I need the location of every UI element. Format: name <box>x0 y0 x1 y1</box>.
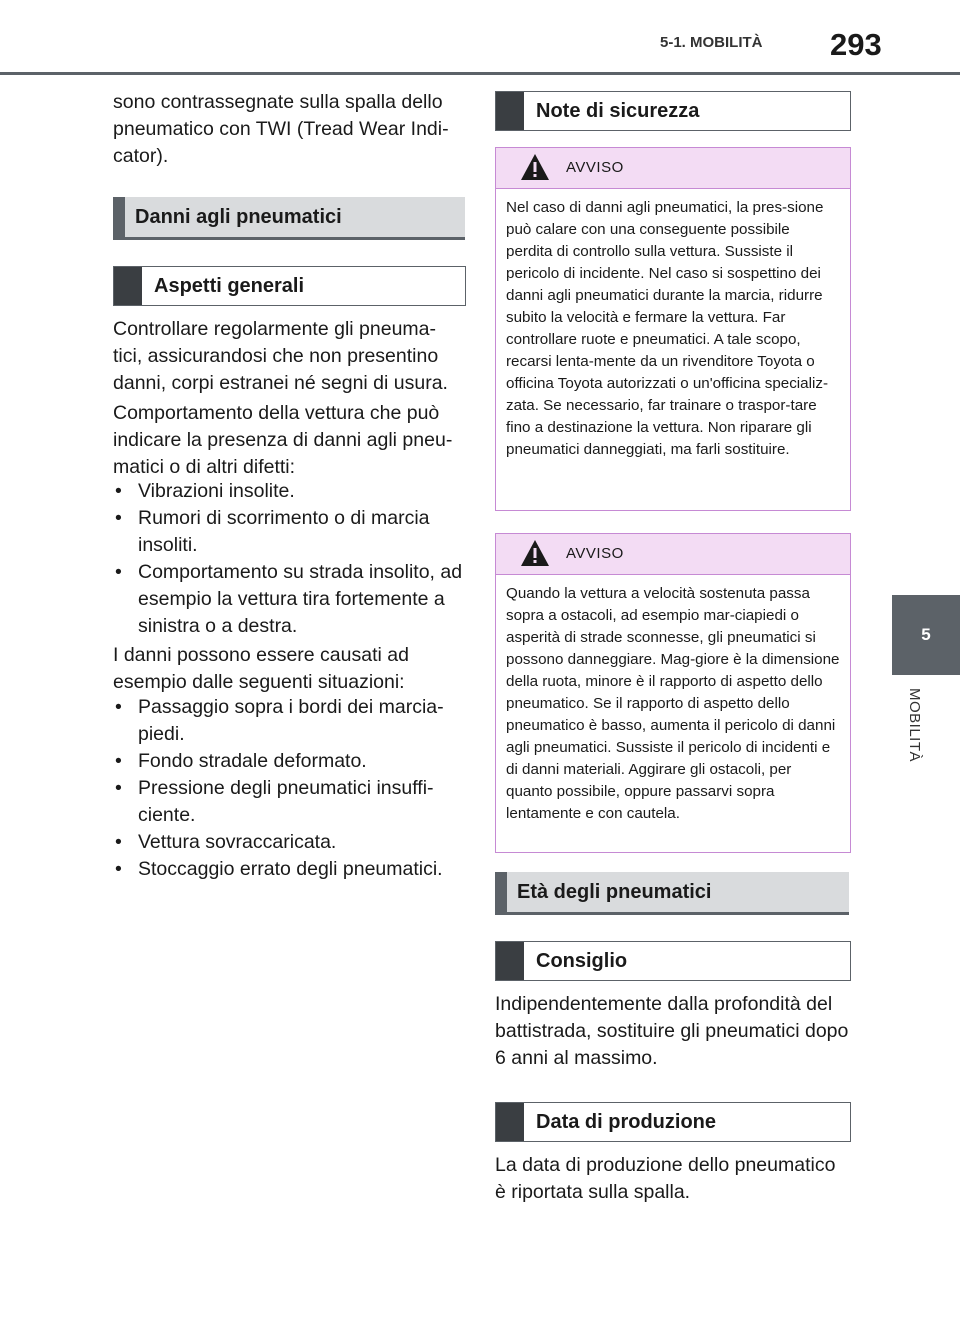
warning-box <box>495 533 851 853</box>
causes-paragraph: I danni possono essere causati ad esempio dalle seguenti situazioni: <box>113 644 409 693</box>
subheading-text: Note di sicurezza <box>536 99 700 122</box>
heading-bar <box>495 872 507 912</box>
list-item: • Rumori di scorrimento o di marcia insoliti. <box>113 505 465 559</box>
warning-text: Nel caso di danni agli pneumatici, la pres-sione può calare con una conseguente possibile perdita di controllo sulla vettura. Sussiste il pericolo di incidente. Nel caso si sospettino dei danni agli pneumatici durante la marcia, ridurre subito la velocità e fermare la vettura. Far controllare ruote e pneumatici. A tale scopo, recarsi lenta-mente da un rivenditore Toyota o officina Toyota autorizzati o un'officina specializ-zata. Se necessario, far trainare o traspor-tare fino a destinazione la vettura. Non riparare gli pneumatici danneggiati, ma farli sostituire. <box>506 199 829 458</box>
subheading-safety <box>495 91 851 131</box>
list-item: • Fondo stradale deformato. <box>113 748 465 775</box>
subheading-text: Consiglio <box>536 949 628 972</box>
list-item: • Pressione degli pneumatici insuffi-ciente. <box>113 775 465 829</box>
behaviour-paragraph: Comportamento della vettura che può indicare la presenza di danni agli pneu-matici o di altri difetti: <box>113 402 453 478</box>
date-paragraph: La data di produzione dello pneumatico è riportata sulla spalla. <box>495 1154 836 1203</box>
warning-title: AVVISO <box>566 545 624 562</box>
warning-title: AVVISO <box>566 159 624 176</box>
list-item: • Vibrazioni insolite. <box>113 478 465 505</box>
heading-text: Età degli pneumatici <box>517 880 712 903</box>
subheading-bar <box>496 1103 524 1141</box>
subheading-bar <box>114 267 142 305</box>
warning-icon <box>520 153 550 181</box>
intro-paragraph: sono contrassegnate sulla spalla dello pneumatico con TWI (Tread Wear Indi-cator). <box>113 91 449 167</box>
subheading-bar <box>496 942 524 980</box>
chapter-number: 5 <box>921 625 931 644</box>
check-paragraph: Controllare regolarmente gli pneuma-tici, assicurandosi che non presentino danni, corpi estranei né segni di usura. <box>113 318 448 394</box>
header-divider <box>0 72 960 75</box>
behaviour-list <box>113 478 465 640</box>
warning-header <box>496 148 850 189</box>
section-title: 5-1. MOBILITÀ <box>660 34 763 51</box>
subheading-production-date <box>495 1102 851 1142</box>
heading-tire-age <box>495 872 849 915</box>
list-item: • Vettura sovraccaricata. <box>113 829 465 856</box>
page-number: 293 <box>830 27 882 62</box>
heading-tire-damage <box>113 197 465 240</box>
causes-list <box>113 694 465 883</box>
subheading-bar <box>496 92 524 130</box>
warning-box <box>495 147 851 511</box>
subheading-text: Aspetti generali <box>154 274 305 297</box>
subheading-general <box>113 266 466 306</box>
warning-icon <box>520 539 550 567</box>
warning-text: Quando la vettura a velocità sostenuta passa sopra a ostacoli, ad esempio mar-ciapiedi o asperità di strade sconnesse, gli pneumatici si possono danneggiare. Mag-giore è la dimensione della ruota, minore è il rapporto di aspetto dello pneumatico. Se il rapporto di aspetto dello pneumatico è basso, aumenta il pericolo di danni agli pneumatici. Sussiste il pericolo di incidenti e di danni materiali. Aggirare gli ostacoli, per quanto possibile, oppure passarvi sopra lentamente e con cautela. <box>506 585 840 822</box>
heading-bar <box>113 197 125 237</box>
heading-text: Danni agli pneumatici <box>135 205 342 228</box>
chapter-tab <box>892 595 960 675</box>
subheading-advice <box>495 941 851 981</box>
age-paragraph: Indipendentemente dalla profondità del battistrada, sostituire gli pneumatici dopo 6 anni al massimo. <box>495 993 849 1069</box>
list-item: • Comportamento su strada insolito, ad esempio la vettura tira fortemente a sinistra o a destra. <box>113 559 465 640</box>
list-item: • Passaggio sopra i bordi dei marcia-piedi. <box>113 694 465 748</box>
list-item: • Stoccaggio errato degli pneumatici. <box>113 856 465 883</box>
subheading-text: Data di produzione <box>536 1110 716 1133</box>
chapter-label: MOBILITÀ <box>906 688 923 763</box>
warning-header <box>496 534 850 575</box>
